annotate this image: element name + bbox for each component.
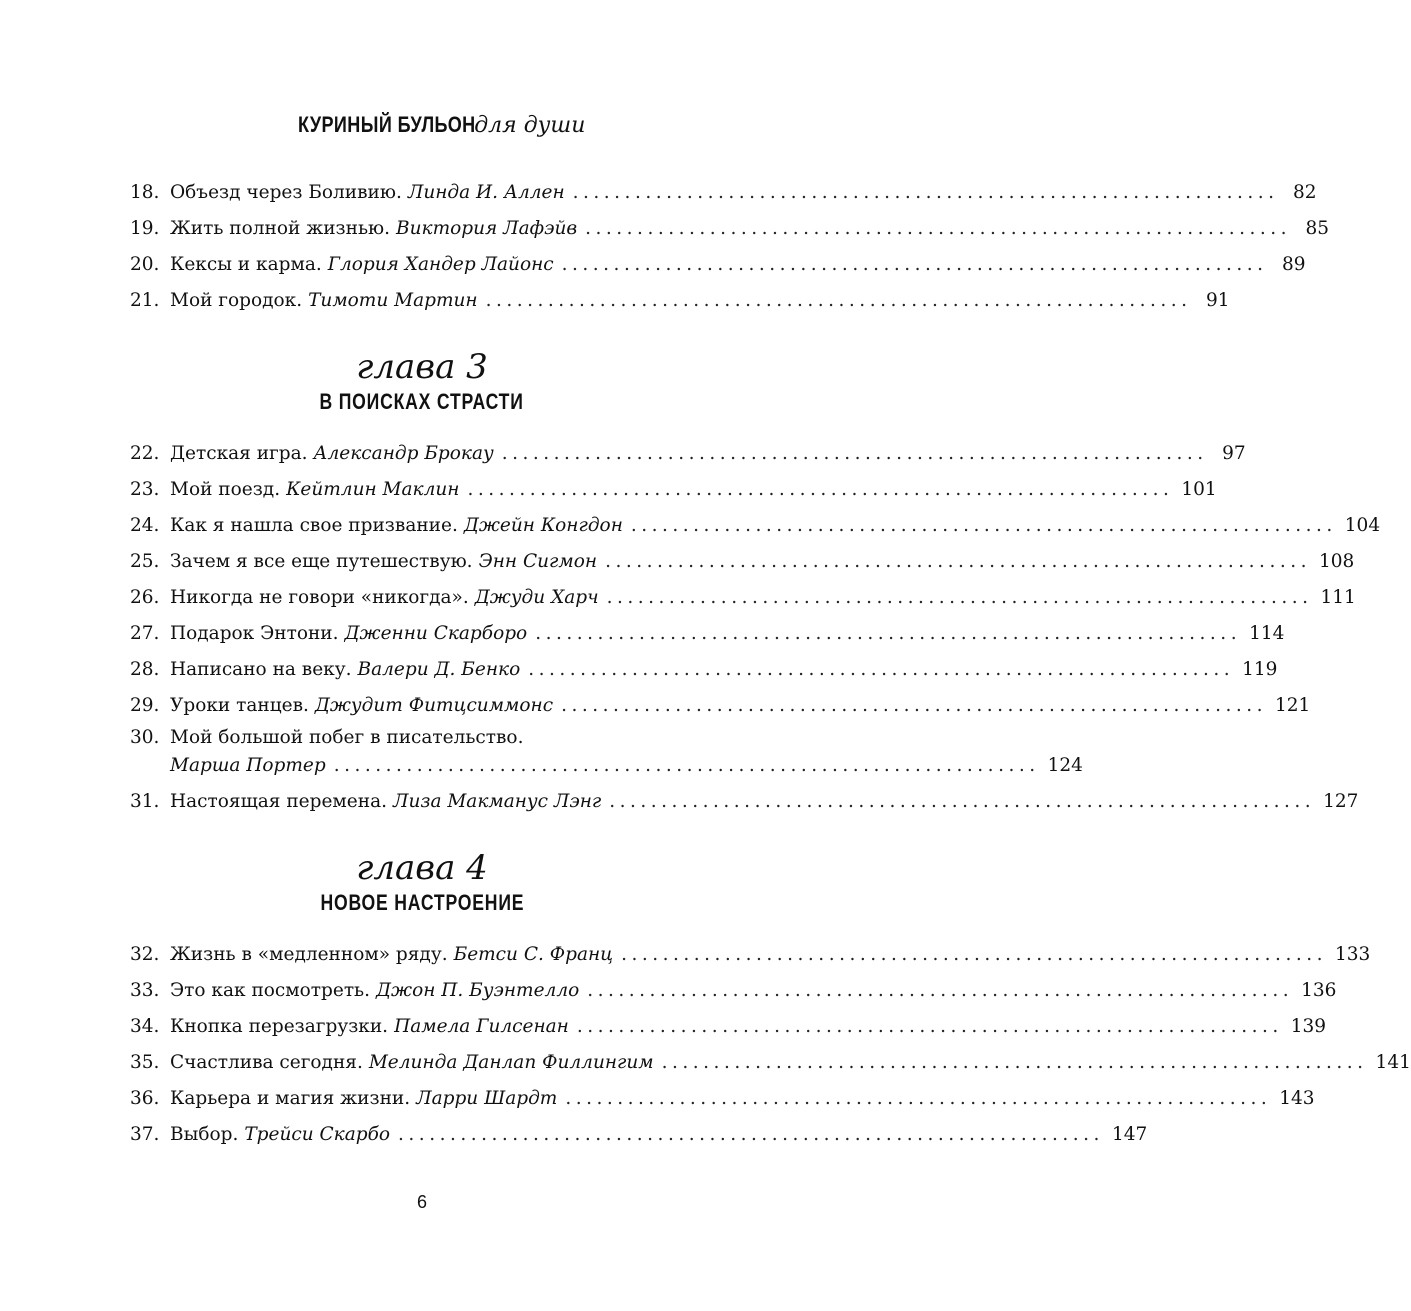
entry-number: 19.: [130, 218, 160, 239]
entry-number: 20.: [130, 254, 160, 275]
dot-leader: ....................................................................: [587, 980, 1294, 1001]
entry-page: 136: [1301, 980, 1337, 1001]
chapter-title: НОВОЕ НАСТРОЕНИЕ: [320, 890, 524, 915]
toc-group-2: [130, 436, 1381, 820]
entry-author: Энн Сигмон: [478, 551, 598, 572]
toc-entry[interactable]: [130, 247, 1306, 283]
toc-entry[interactable]: [130, 724, 1083, 784]
entry-title: Выбор.: [170, 1124, 239, 1145]
chapter-title: В ПОИСКАХ СТРАСТИ: [319, 389, 525, 414]
entry-title: Как я нашла свое призвание.: [170, 515, 458, 536]
entry-title: Настоящая перемена.: [170, 791, 387, 812]
chapter-label: глава 4: [356, 848, 488, 888]
entry-number: 26.: [130, 587, 160, 608]
entry-author: Джудит Фитцсиммонс: [314, 695, 554, 716]
entry-author: Трейси Скарбо: [244, 1124, 391, 1145]
entry-page: 124: [1047, 755, 1083, 776]
toc-entry[interactable]: [130, 652, 1278, 688]
page-number: 6: [416, 1192, 427, 1212]
entry-page: 139: [1290, 1016, 1327, 1037]
toc-entry[interactable]: [130, 436, 1246, 472]
entry-title: Кнопка перезагрузки.: [170, 1016, 389, 1037]
entry-title: Написано на веку.: [170, 659, 352, 680]
entry-number: 37.: [130, 1124, 160, 1145]
entry-page: 147: [1111, 1124, 1148, 1145]
entry-number: 34.: [130, 1016, 160, 1037]
entry-page: 119: [1242, 659, 1278, 680]
entry-author: Джон П. Буэнтелло: [376, 980, 580, 1001]
entry-number: 21.: [130, 290, 160, 311]
entry-author: Кейтлин Маклин: [286, 479, 460, 500]
toc-entry[interactable]: [130, 211, 1330, 247]
dot-leader: ....................................................................: [630, 515, 1337, 536]
entry-author: Джуди Харч: [474, 587, 599, 608]
chapter-3-heading: [0, 345, 844, 415]
toc-entry[interactable]: [130, 1009, 1327, 1045]
entry-page: 108: [1318, 551, 1355, 572]
entry-page: 111: [1320, 587, 1356, 608]
toc-entry[interactable]: [130, 937, 1371, 973]
entry-title: Жизнь в «медленном» ряду.: [170, 944, 448, 965]
entry-number: 29.: [130, 695, 160, 716]
entry-title: Никогда не говори «никогда».: [170, 587, 469, 608]
entry-number: 23.: [130, 479, 160, 500]
chapter-label: глава 3: [356, 347, 488, 387]
dot-leader: ....................................................................: [621, 944, 1327, 965]
entry-number: 22.: [130, 443, 160, 464]
toc-entry[interactable]: [130, 283, 1230, 319]
entry-title: Объезд через Боливию.: [170, 182, 402, 203]
entry-page: 89: [1282, 254, 1306, 275]
entry-page: 85: [1305, 218, 1330, 239]
entry-page: 127: [1323, 791, 1359, 812]
entry-number: 27.: [130, 623, 160, 644]
toc-group-1: [130, 175, 1330, 319]
entry-title: Мой поезд.: [170, 479, 281, 500]
entry-author: Александр Брокау: [313, 443, 494, 464]
toc-entry[interactable]: [130, 544, 1355, 580]
entry-author: Джейн Конгдон: [463, 515, 623, 536]
toc-entry[interactable]: [130, 784, 1359, 820]
dot-leader: ....................................................................: [609, 791, 1316, 812]
entry-title: Жить полной жизнью.: [170, 218, 391, 239]
header-script: для души: [474, 113, 586, 138]
entry-page: 133: [1334, 944, 1371, 965]
toc-entry[interactable]: [130, 472, 1217, 508]
dot-leader: ....................................................................: [565, 1088, 1272, 1109]
entry-title: Это как посмотреть.: [170, 980, 371, 1001]
header-title: КУРИНЫЙ БУЛЬОН: [297, 112, 476, 137]
dot-leader: ....................................................................: [572, 182, 1279, 203]
entry-title: Мой городок.: [170, 290, 303, 311]
chapter-4-heading: [0, 846, 844, 916]
entry-number: 32.: [130, 944, 160, 965]
entry-number: 24.: [130, 515, 160, 536]
entry-author: Памела Гилсенан: [394, 1016, 569, 1037]
entry-title: Счастлива сегодня.: [170, 1052, 363, 1073]
entry-author: Мелинда Данлап Филлингим: [368, 1052, 654, 1073]
dot-leader: ....................................................................: [528, 659, 1235, 680]
entry-number: 28.: [130, 659, 160, 680]
entry-page: 91: [1205, 290, 1230, 311]
entry-author: Лиза Макманус Лэнг: [393, 791, 602, 812]
entry-author: Дженни Скарборо: [344, 623, 528, 644]
entry-title: Карьера и магия жизни.: [170, 1088, 411, 1109]
entry-author: Глория Хандер Лайонс: [327, 254, 554, 275]
toc-entry[interactable]: [130, 688, 1311, 724]
entry-number: 18.: [130, 182, 160, 203]
entry-author: Бетси С. Франц: [453, 944, 614, 965]
toc-group-3: [130, 937, 1411, 1153]
dot-leader: ....................................................................: [576, 1016, 1283, 1037]
toc-entry[interactable]: [130, 973, 1337, 1009]
entry-page: 104: [1344, 515, 1381, 536]
dot-leader: ....................................................................: [398, 1124, 1104, 1145]
entry-title: Зачем я все еще путешествую.: [170, 551, 473, 572]
entry-page: 114: [1249, 623, 1285, 644]
dot-leader: ....................................................................: [333, 755, 1040, 776]
toc-entry[interactable]: [130, 1117, 1148, 1153]
entry-page: 82: [1293, 182, 1317, 203]
entry-title: Мой большой побег в писательство.: [170, 727, 524, 748]
entry-page: 97: [1222, 443, 1246, 464]
entry-number: 36.: [130, 1088, 160, 1109]
entry-number: 33.: [130, 980, 160, 1001]
toc-entry[interactable]: [130, 175, 1317, 211]
toc-entry[interactable]: [130, 1045, 1411, 1081]
dot-leader: ....................................................................: [661, 1052, 1368, 1073]
entry-author: Виктория Лафэйв: [396, 218, 578, 239]
entry-page: 141: [1375, 1052, 1411, 1073]
dot-leader: ....................................................................: [467, 479, 1174, 500]
dot-leader: ....................................................................: [535, 623, 1242, 644]
dot-leader: ....................................................................: [501, 443, 1208, 464]
entry-number: 30.: [130, 727, 160, 748]
dot-leader: ....................................................................: [561, 254, 1268, 275]
entry-page: 143: [1279, 1088, 1315, 1109]
entry-page: 121: [1274, 695, 1311, 716]
dot-leader: ....................................................................: [605, 551, 1311, 572]
entry-number: 25.: [130, 551, 160, 572]
entry-title: Уроки танцев.: [170, 695, 309, 716]
dot-leader: ....................................................................: [606, 587, 1313, 608]
toc-entry[interactable]: [130, 1081, 1315, 1117]
entry-author: Марша Портер: [170, 755, 326, 776]
entry-title: Детская игра.: [170, 443, 308, 464]
toc-entry[interactable]: [130, 508, 1381, 544]
toc-entry[interactable]: [130, 580, 1356, 616]
entry-number: 31.: [130, 791, 160, 812]
entry-author: Линда И. Аллен: [407, 182, 565, 203]
toc-entry[interactable]: [130, 616, 1285, 652]
entry-title: Подарок Энтони.: [170, 623, 339, 644]
entry-title: Кексы и карма.: [170, 254, 322, 275]
running-header: [0, 112, 844, 152]
dot-leader: ....................................................................: [561, 695, 1267, 716]
dot-leader: ....................................................................: [585, 218, 1292, 239]
entry-number: 35.: [130, 1052, 160, 1073]
entry-author: Тимоти Мартин: [308, 290, 478, 311]
dot-leader: ....................................................................: [485, 290, 1192, 311]
entry-page: 101: [1181, 479, 1217, 500]
entry-author: Ларри Шардт: [416, 1088, 558, 1109]
entry-author: Валери Д. Бенко: [357, 659, 521, 680]
